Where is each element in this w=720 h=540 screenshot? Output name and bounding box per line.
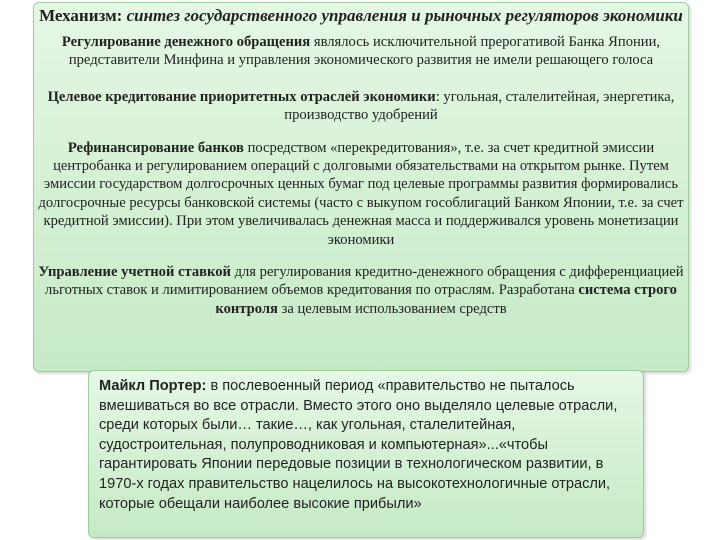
mechanism-title [34, 6, 688, 25]
paragraph-text: для регулирования кредитно-денежного обращения с дифференциацией льготных ставок и лимитированием объемов кредитования по отраслям. Разработана [45, 264, 684, 299]
paragraph-text: являлось исключительной прерогативой Банка Японии, представители Минфина и управления экономического развития не имели решающего голоса [68, 34, 661, 69]
paragraph-lead: Управление учетной ставкой [38, 264, 231, 281]
paragraph-lead: Рефинансирование банков [67, 139, 244, 156]
paragraph-discount-rate [34, 263, 688, 318]
paragraph-lead: Регулирование денежного обращения [61, 34, 311, 50]
paragraph-refinancing [34, 139, 688, 249]
title-prefix: Механизм: [39, 6, 123, 25]
paragraph-text: : угольная, сталелитейная, энергетика, производство удобрений [284, 88, 675, 124]
paragraph-lead: Целевое кредитование приоритетных отраслей экономики [47, 88, 436, 105]
title-italic: синтез государственного управления и рыночных регуляторов экономики [126, 6, 683, 25]
quote-author: Майкл Портер: [99, 378, 207, 394]
paragraph-text-end: за целевым использованием средств [277, 300, 507, 317]
paragraph-money-circulation [34, 33, 688, 70]
paragraph-bold-mid: система строго контроля [215, 282, 677, 317]
porter-quote-panel [88, 370, 644, 538]
paragraph-text: посредством «перекредитования», т.е. за счет кредитной эмиссии центробанка и регулированием операций с долговыми обязательствами на открытом рынке. Путем эмиссии государством долгосрочных ценных бумаг под целевые программы развития формировались долгосрочные ресурсы банковской системы (часто с выкупом гособлигаций Банком Японии, т.е. за счет кредитной эмиссии). При этом увеличивалась денежная масса и поддерживался уровень монетизации экономики [38, 139, 684, 248]
paragraph-targeted-lending [34, 88, 688, 125]
mechanism-panel [33, 2, 689, 372]
quote-text: в послевоенный период «правительство не пыталось вмешиваться во все отрасли. Вместо этого оно выделяло целевые отрасли, среди которых были… такие…, как угольная, сталелитейная, судостроительная, полупроводниковая и компьютерная»...«чтобы гарантировать Японии передовые позиции в технологическом развитии, в 1970-х годах правительство нацелилось на высокотехнологичные отрасли, которые обещали наиболее высокие прибыли» [99, 378, 618, 512]
porter-quote [89, 371, 643, 514]
